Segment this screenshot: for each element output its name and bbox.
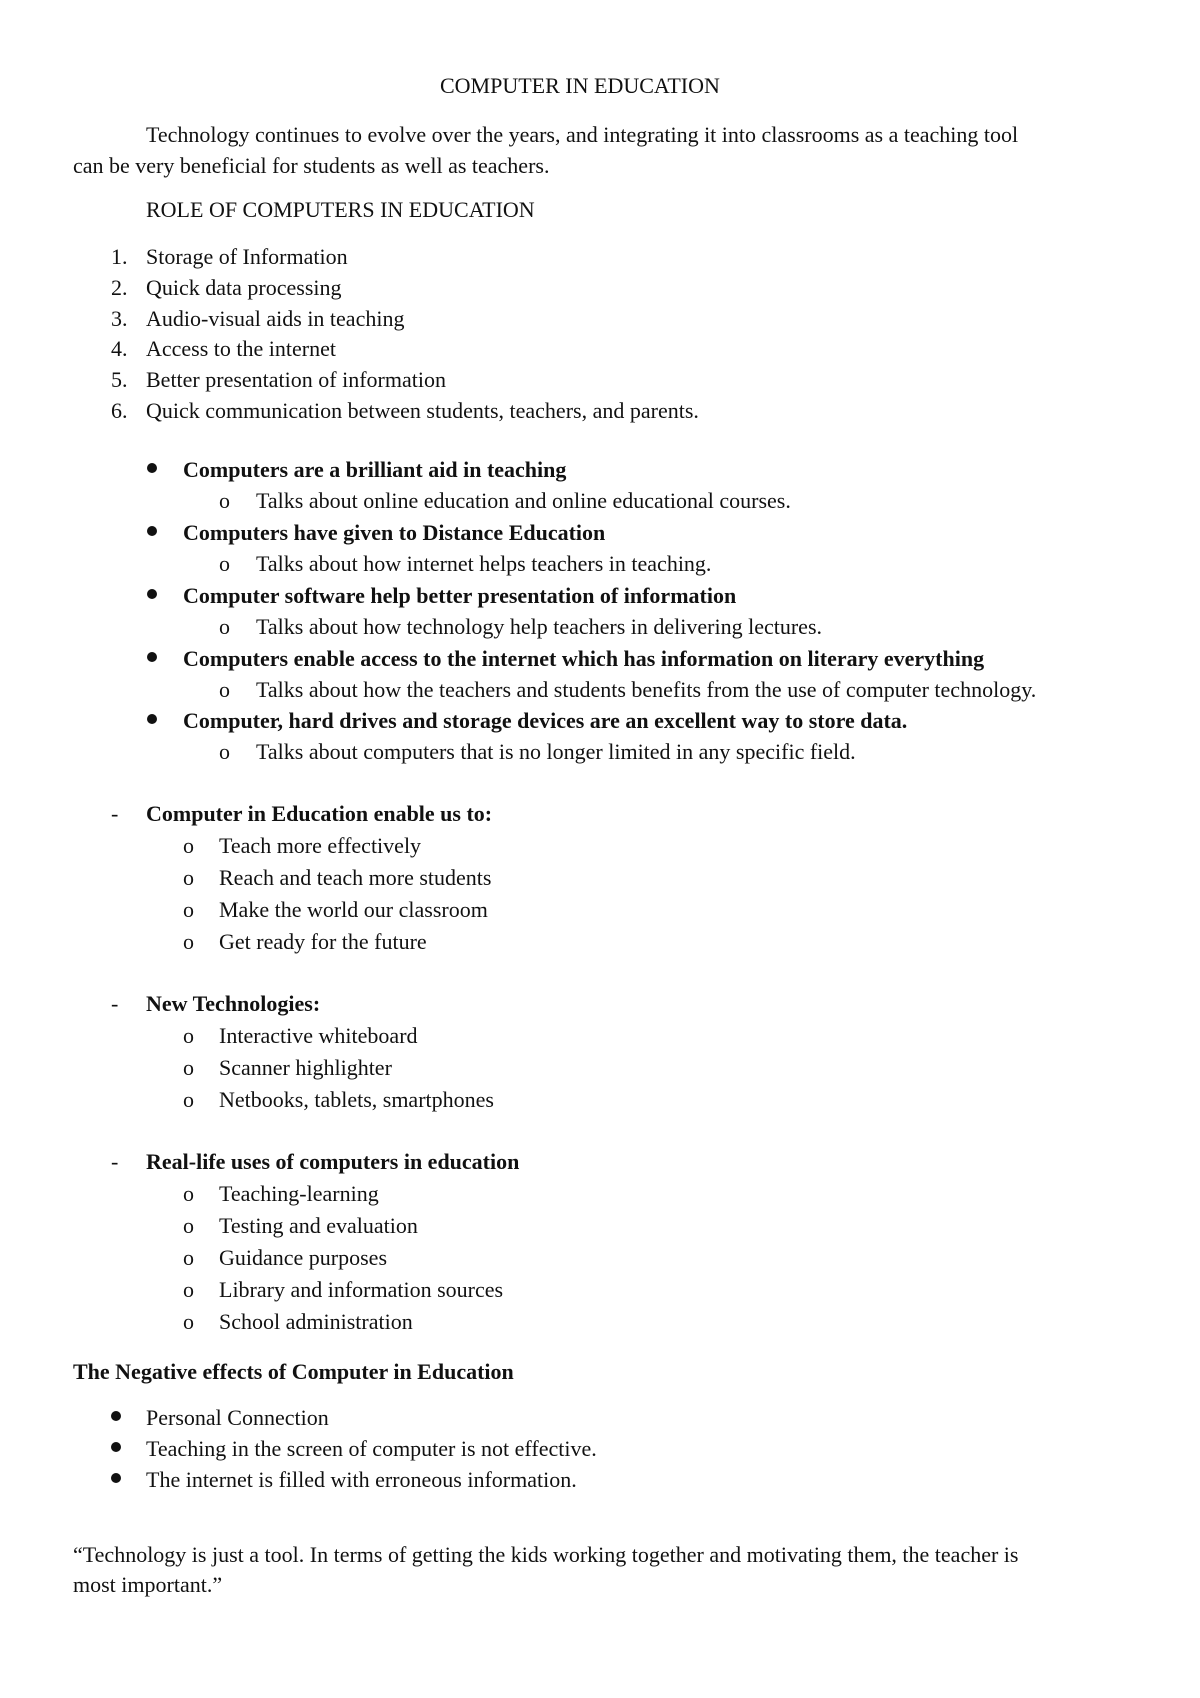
role-number: 4. — [111, 336, 128, 361]
sub-bullet-marker: o — [183, 1213, 194, 1238]
sub-bullet-marker: o — [183, 1087, 194, 1112]
section-item: Interactive whiteboard — [219, 1023, 418, 1048]
bullet-icon — [147, 714, 157, 724]
sub-bullet-marker: o — [183, 1023, 194, 1048]
section-item: Reach and teach more students — [219, 865, 492, 890]
sub-bullet-marker: o — [219, 614, 230, 639]
bullet-icon — [147, 463, 157, 473]
section-item: Make the world our classroom — [219, 897, 488, 922]
negative-item: Personal Connection — [146, 1405, 329, 1430]
sub-bullet-marker: o — [183, 1309, 194, 1334]
page-title: COMPUTER IN EDUCATION — [440, 73, 720, 98]
role-heading: ROLE OF COMPUTERS IN EDUCATION — [146, 197, 535, 222]
section-item: Teach more effectively — [219, 833, 422, 858]
intro-line-2: can be very beneficial for students as well as teachers. — [73, 153, 550, 178]
bullet-icon — [147, 652, 157, 662]
section-item: School administration — [219, 1309, 413, 1334]
topic-title: Computers enable access to the internet which has information on literary everything — [183, 646, 985, 671]
section-item: Netbooks, tablets, smartphones — [219, 1087, 494, 1112]
quote-line-2: most important.” — [73, 1572, 223, 1597]
section-item: Get ready for the future — [219, 929, 427, 954]
sub-bullet-marker: o — [183, 929, 194, 954]
role-number: 5. — [111, 367, 128, 392]
sub-bullet-marker: o — [183, 1245, 194, 1270]
negative-item: Teaching in the screen of computer is not effective. — [146, 1436, 597, 1461]
section-heading: New Technologies: — [146, 991, 321, 1016]
bullet-icon — [111, 1411, 121, 1421]
section-heading: Real-life uses of computers in education — [146, 1149, 520, 1174]
bullet-icon — [147, 526, 157, 536]
sub-bullet-marker: o — [183, 865, 194, 890]
role-number: 1. — [111, 244, 128, 269]
role-item: Audio-visual aids in teaching — [146, 306, 405, 331]
dash-marker: - — [111, 1149, 119, 1174]
role-number: 2. — [111, 275, 128, 300]
topic-sub: Talks about how internet helps teachers in teaching. — [256, 551, 712, 576]
dash-marker: - — [111, 801, 119, 826]
sub-bullet-marker: o — [219, 677, 230, 702]
topic-title: Computer, hard drives and storage devices are an excellent way to store data. — [183, 708, 908, 733]
topic-sub: Talks about computers that is no longer limited in any specific field. — [256, 739, 856, 764]
sub-bullet-marker: o — [183, 1277, 194, 1302]
role-item: Quick data processing — [146, 275, 342, 300]
topic-sub: Talks about online education and online educational courses. — [256, 488, 791, 513]
sub-bullet-marker: o — [219, 488, 230, 513]
bullet-icon — [147, 589, 157, 599]
sub-bullet-marker: o — [219, 739, 230, 764]
role-item: Better presentation of information — [146, 367, 446, 392]
sub-bullet-marker: o — [183, 833, 194, 858]
negative-heading: The Negative effects of Computer in Education — [73, 1359, 514, 1384]
role-number: 3. — [111, 306, 128, 331]
intro-line-1: Technology continues to evolve over the years, and integrating it into classrooms as a teaching tool — [146, 122, 1019, 147]
negative-item: The internet is filled with erroneous information. — [146, 1467, 577, 1492]
section-item: Library and information sources — [219, 1277, 504, 1302]
section-item: Guidance purposes — [219, 1245, 388, 1270]
topic-title: Computers have given to Distance Education — [183, 520, 606, 545]
topic-title: Computers are a brilliant aid in teaching — [183, 457, 567, 482]
sub-bullet-marker: o — [183, 897, 194, 922]
role-item: Quick communication between students, teachers, and parents. — [146, 398, 699, 423]
section-item: Teaching-learning — [219, 1181, 379, 1206]
topic-sub: Talks about how the teachers and students benefits from the use of computer technology. — [256, 677, 1037, 702]
quote-line-1: “Technology is just a tool. In terms of getting the kids working together and motivating them, the teacher is — [73, 1542, 1019, 1567]
section-item: Scanner highlighter — [219, 1055, 392, 1080]
dash-marker: - — [111, 991, 119, 1016]
sub-bullet-marker: o — [219, 551, 230, 576]
role-item: Storage of Information — [146, 244, 348, 269]
sub-bullet-marker: o — [183, 1055, 194, 1080]
bullet-icon — [111, 1442, 121, 1452]
topic-sub: Talks about how technology help teachers in delivering lectures. — [256, 614, 823, 639]
role-item: Access to the internet — [146, 336, 336, 361]
section-item: Testing and evaluation — [219, 1213, 418, 1238]
section-heading: Computer in Education enable us to: — [146, 801, 493, 826]
topic-title: Computer software help better presentation of information — [183, 583, 737, 608]
bullet-icon — [111, 1473, 121, 1483]
sub-bullet-marker: o — [183, 1181, 194, 1206]
role-number: 6. — [111, 398, 128, 423]
